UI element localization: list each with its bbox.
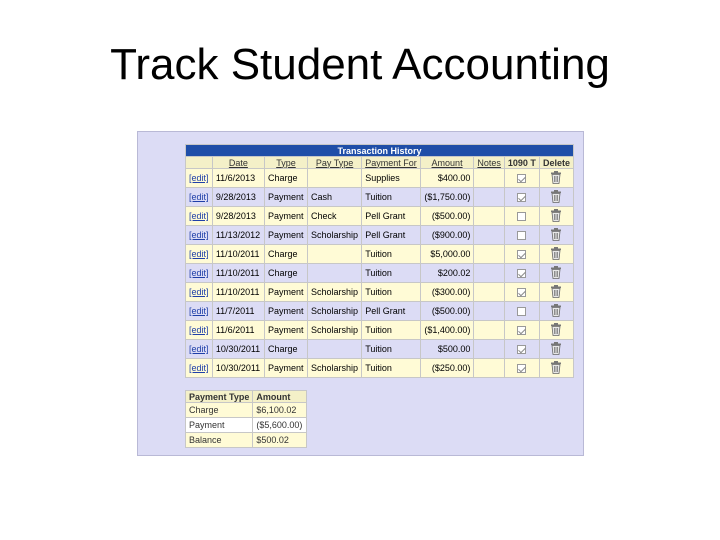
type-cell: Payment xyxy=(264,359,307,378)
trash-icon[interactable] xyxy=(550,285,562,300)
edit-link[interactable]: [edit] xyxy=(189,344,209,354)
notes-cell xyxy=(474,302,505,321)
amount-cell: ($900.00) xyxy=(420,226,474,245)
notes-cell xyxy=(474,340,505,359)
1090t-column-header: 1090 T xyxy=(504,157,539,169)
type-cell: Payment xyxy=(264,226,307,245)
1090t-checkbox[interactable] xyxy=(517,174,526,183)
1090t-checkbox[interactable] xyxy=(517,269,526,278)
amount-cell: ($500.00) xyxy=(420,207,474,226)
date-cell: 11/6/2013 xyxy=(212,169,264,188)
summary-row xyxy=(186,433,307,448)
1090t-checkbox[interactable] xyxy=(517,193,526,202)
1090t-checkbox[interactable] xyxy=(517,212,526,221)
payment-for-cell: Tuition xyxy=(362,283,421,302)
accounting-panel xyxy=(137,131,584,456)
pay-type-cell xyxy=(307,245,361,264)
date-cell: 11/10/2011 xyxy=(212,264,264,283)
summary-label: Payment xyxy=(186,418,253,433)
date-cell: 9/28/2013 xyxy=(212,188,264,207)
payment-for-cell: Pell Grant xyxy=(362,207,421,226)
type-cell: Payment xyxy=(264,188,307,207)
1090t-checkbox[interactable] xyxy=(517,345,526,354)
amount-cell: $500.00 xyxy=(420,340,474,359)
summary-amount: $6,100.02 xyxy=(253,403,307,418)
pay-type-cell: Cash xyxy=(307,188,361,207)
type-cell: Charge xyxy=(264,169,307,188)
payment-summary-table xyxy=(185,390,307,448)
1090t-checkbox[interactable] xyxy=(517,307,526,316)
1090t-checkbox[interactable] xyxy=(517,326,526,335)
edit-link[interactable]: [edit] xyxy=(189,192,209,202)
notes-cell xyxy=(474,207,505,226)
date-cell: 11/6/2011 xyxy=(212,321,264,340)
payment-for-cell: Tuition xyxy=(362,188,421,207)
date-cell: 10/30/2011 xyxy=(212,359,264,378)
pay-type-cell: Scholarship xyxy=(307,359,361,378)
pay-type-cell: Check xyxy=(307,207,361,226)
table-row xyxy=(186,359,574,378)
trash-icon[interactable] xyxy=(550,304,562,319)
payment-for-cell: Pell Grant xyxy=(362,226,421,245)
1090t-checkbox[interactable] xyxy=(517,250,526,259)
date-cell: 11/13/2012 xyxy=(212,226,264,245)
amount-column-header[interactable]: Amount xyxy=(420,157,474,169)
pay-type-cell xyxy=(307,340,361,359)
amount-cell: ($250.00) xyxy=(420,359,474,378)
edit-link[interactable]: [edit] xyxy=(189,306,209,316)
notes-cell xyxy=(474,226,505,245)
notes-cell xyxy=(474,169,505,188)
type-cell: Payment xyxy=(264,207,307,226)
type-column-header[interactable]: Type xyxy=(264,157,307,169)
date-cell: 9/28/2013 xyxy=(212,207,264,226)
edit-link[interactable]: [edit] xyxy=(189,287,209,297)
edit-link[interactable]: [edit] xyxy=(189,325,209,335)
transaction-history-caption: Transaction History xyxy=(186,145,574,157)
trash-icon[interactable] xyxy=(550,228,562,243)
notes-cell xyxy=(474,188,505,207)
amount-cell: ($1,750.00) xyxy=(420,188,474,207)
1090t-checkbox[interactable] xyxy=(517,364,526,373)
table-row xyxy=(186,340,574,359)
transaction-history-table xyxy=(185,144,574,378)
type-cell: Payment xyxy=(264,302,307,321)
table-row xyxy=(186,264,574,283)
pay-type-cell: Scholarship xyxy=(307,226,361,245)
amount-cell: $5,000.00 xyxy=(420,245,474,264)
1090t-checkbox[interactable] xyxy=(517,231,526,240)
amount-cell: ($500.00) xyxy=(420,302,474,321)
type-cell: Payment xyxy=(264,321,307,340)
payment-for-cell: Pell Grant xyxy=(362,302,421,321)
payment-for-column-header[interactable]: Payment For xyxy=(362,157,421,169)
table-row xyxy=(186,321,574,340)
table-row xyxy=(186,169,574,188)
payment-for-cell: Tuition xyxy=(362,359,421,378)
amount-cell: $400.00 xyxy=(420,169,474,188)
notes-cell xyxy=(474,283,505,302)
table-row xyxy=(186,302,574,321)
notes-cell xyxy=(474,321,505,340)
table-row xyxy=(186,245,574,264)
pay-type-cell: Scholarship xyxy=(307,302,361,321)
edit-link[interactable]: [edit] xyxy=(189,211,209,221)
date-cell: 10/30/2011 xyxy=(212,340,264,359)
notes-cell xyxy=(474,359,505,378)
payment-for-cell: Tuition xyxy=(362,245,421,264)
trash-icon[interactable] xyxy=(550,323,562,338)
payment-type-column-header: Payment Type xyxy=(186,391,253,403)
delete-column-header: Delete xyxy=(539,157,573,169)
trash-icon[interactable] xyxy=(550,266,562,281)
summary-label: Charge xyxy=(186,403,253,418)
amount-cell: ($1,400.00) xyxy=(420,321,474,340)
amount-cell: ($300.00) xyxy=(420,283,474,302)
pay-type-cell xyxy=(307,264,361,283)
trash-icon[interactable] xyxy=(550,190,562,205)
trash-icon[interactable] xyxy=(550,209,562,224)
date-cell: 11/10/2011 xyxy=(212,245,264,264)
table-row xyxy=(186,188,574,207)
pay-type-cell: Scholarship xyxy=(307,283,361,302)
trash-icon[interactable] xyxy=(550,247,562,262)
pay-type-cell xyxy=(307,169,361,188)
date-cell: 11/7/2011 xyxy=(212,302,264,321)
summary-label: Balance xyxy=(186,433,253,448)
trash-icon[interactable] xyxy=(550,171,562,186)
summary-amount: $500.02 xyxy=(253,433,307,448)
payment-for-cell: Tuition xyxy=(362,340,421,359)
payment-for-cell: Tuition xyxy=(362,264,421,283)
pay-type-column-header[interactable]: Pay Type xyxy=(307,157,361,169)
type-cell: Charge xyxy=(264,264,307,283)
slide-title: Track Student Accounting xyxy=(110,40,610,89)
table-row xyxy=(186,226,574,245)
trash-icon[interactable] xyxy=(550,342,562,357)
edit-link[interactable]: [edit] xyxy=(189,249,209,259)
summary-amount: ($5,600.00) xyxy=(253,418,307,433)
edit-link[interactable]: [edit] xyxy=(189,268,209,278)
notes-cell xyxy=(474,264,505,283)
amount-cell: $200.02 xyxy=(420,264,474,283)
type-cell: Charge xyxy=(264,245,307,264)
edit-link[interactable]: [edit] xyxy=(189,230,209,240)
table-row xyxy=(186,207,574,226)
type-cell: Payment xyxy=(264,283,307,302)
type-cell: Charge xyxy=(264,340,307,359)
payment-for-cell: Supplies xyxy=(362,169,421,188)
summary-row xyxy=(186,403,307,418)
summary-amount-column-header: Amount xyxy=(253,391,307,403)
summary-row xyxy=(186,418,307,433)
date-cell: 11/10/2011 xyxy=(212,283,264,302)
edit-link[interactable]: [edit] xyxy=(189,173,209,183)
notes-column-header[interactable]: Notes xyxy=(474,157,505,169)
table-row xyxy=(186,283,574,302)
notes-cell xyxy=(474,245,505,264)
payment-for-cell: Tuition xyxy=(362,321,421,340)
trash-icon[interactable] xyxy=(550,361,562,376)
edit-link[interactable]: [edit] xyxy=(189,363,209,373)
date-column-header[interactable]: Date xyxy=(212,157,264,169)
1090t-checkbox[interactable] xyxy=(517,288,526,297)
pay-type-cell: Scholarship xyxy=(307,321,361,340)
edit-column-header xyxy=(186,157,213,169)
